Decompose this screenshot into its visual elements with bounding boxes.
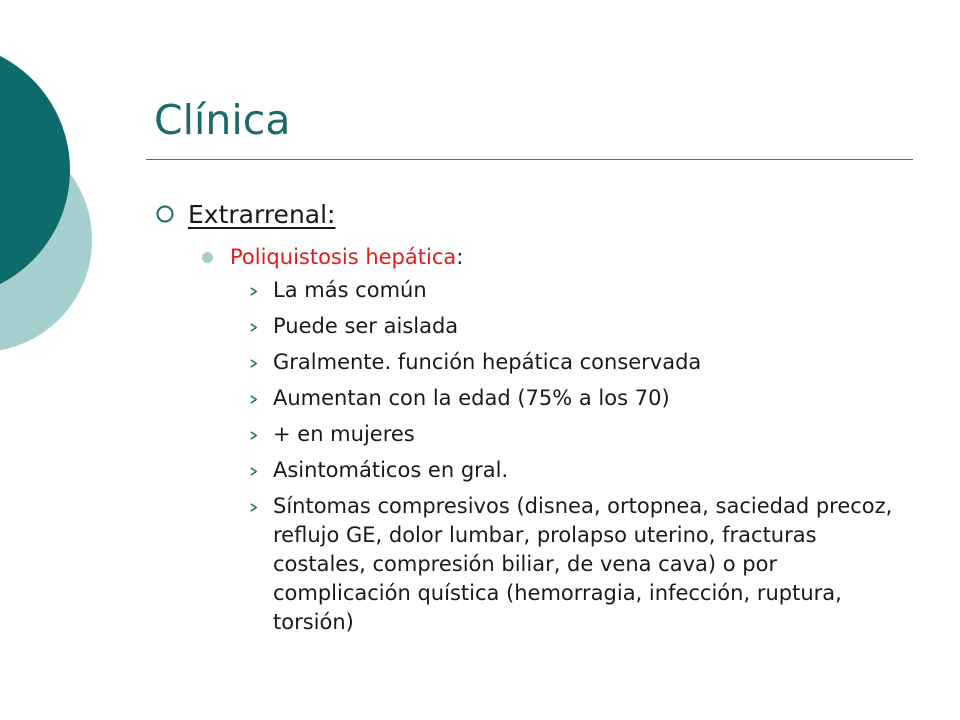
chevron-outline-icon: [248, 502, 259, 513]
chevron-outline-icon: [248, 394, 259, 405]
list-item: [248, 456, 928, 485]
level3-list: [248, 276, 928, 644]
level2-highlight-text: Poliquistosis hepática: [230, 245, 457, 269]
level2-text: [230, 245, 463, 269]
slide-title: Clínica: [154, 96, 291, 144]
list-item-text: + en mujeres: [273, 422, 415, 446]
filled-dot-icon: [202, 252, 213, 263]
circle-outline-icon: [154, 203, 176, 225]
chevron-outline-icon: [248, 286, 259, 297]
list-item: [248, 384, 928, 413]
list-item-text: Aumentan con la edad (75% a los 70): [273, 386, 670, 410]
level1-text: Extrarrenal:: [188, 199, 336, 229]
decorative-circles: [0, 0, 110, 400]
chevron-outline-icon: [248, 358, 259, 369]
level2-bullet-item: [202, 240, 463, 274]
chevron-outline-icon: [248, 322, 259, 333]
list-item-text: Síntomas compresivos (disnea, ortopnea, saciedad precoz, reflujo GE, dolor lumbar, prolapso uterino, fracturas costales, compresión biliar, de vena cava) o por complicación quística (hemorragia, infección, ruptura, torsión): [273, 494, 893, 634]
list-item-text: La más común: [273, 278, 427, 302]
list-item-text: Asintomáticos en gral.: [273, 458, 509, 482]
title-divider: [146, 159, 913, 160]
list-item: [248, 420, 928, 449]
chevron-outline-icon: [248, 430, 259, 441]
level2-suffix: :: [456, 245, 464, 269]
list-item: [248, 492, 928, 637]
list-item: [248, 348, 928, 377]
list-item: [248, 276, 928, 305]
level1-bullet-item: [154, 194, 335, 234]
list-item-text: Puede ser aislada: [273, 314, 459, 338]
chevron-outline-icon: [248, 466, 259, 477]
list-item: [248, 312, 928, 341]
list-item-text: Gralmente. función hepática conservada: [273, 350, 702, 374]
